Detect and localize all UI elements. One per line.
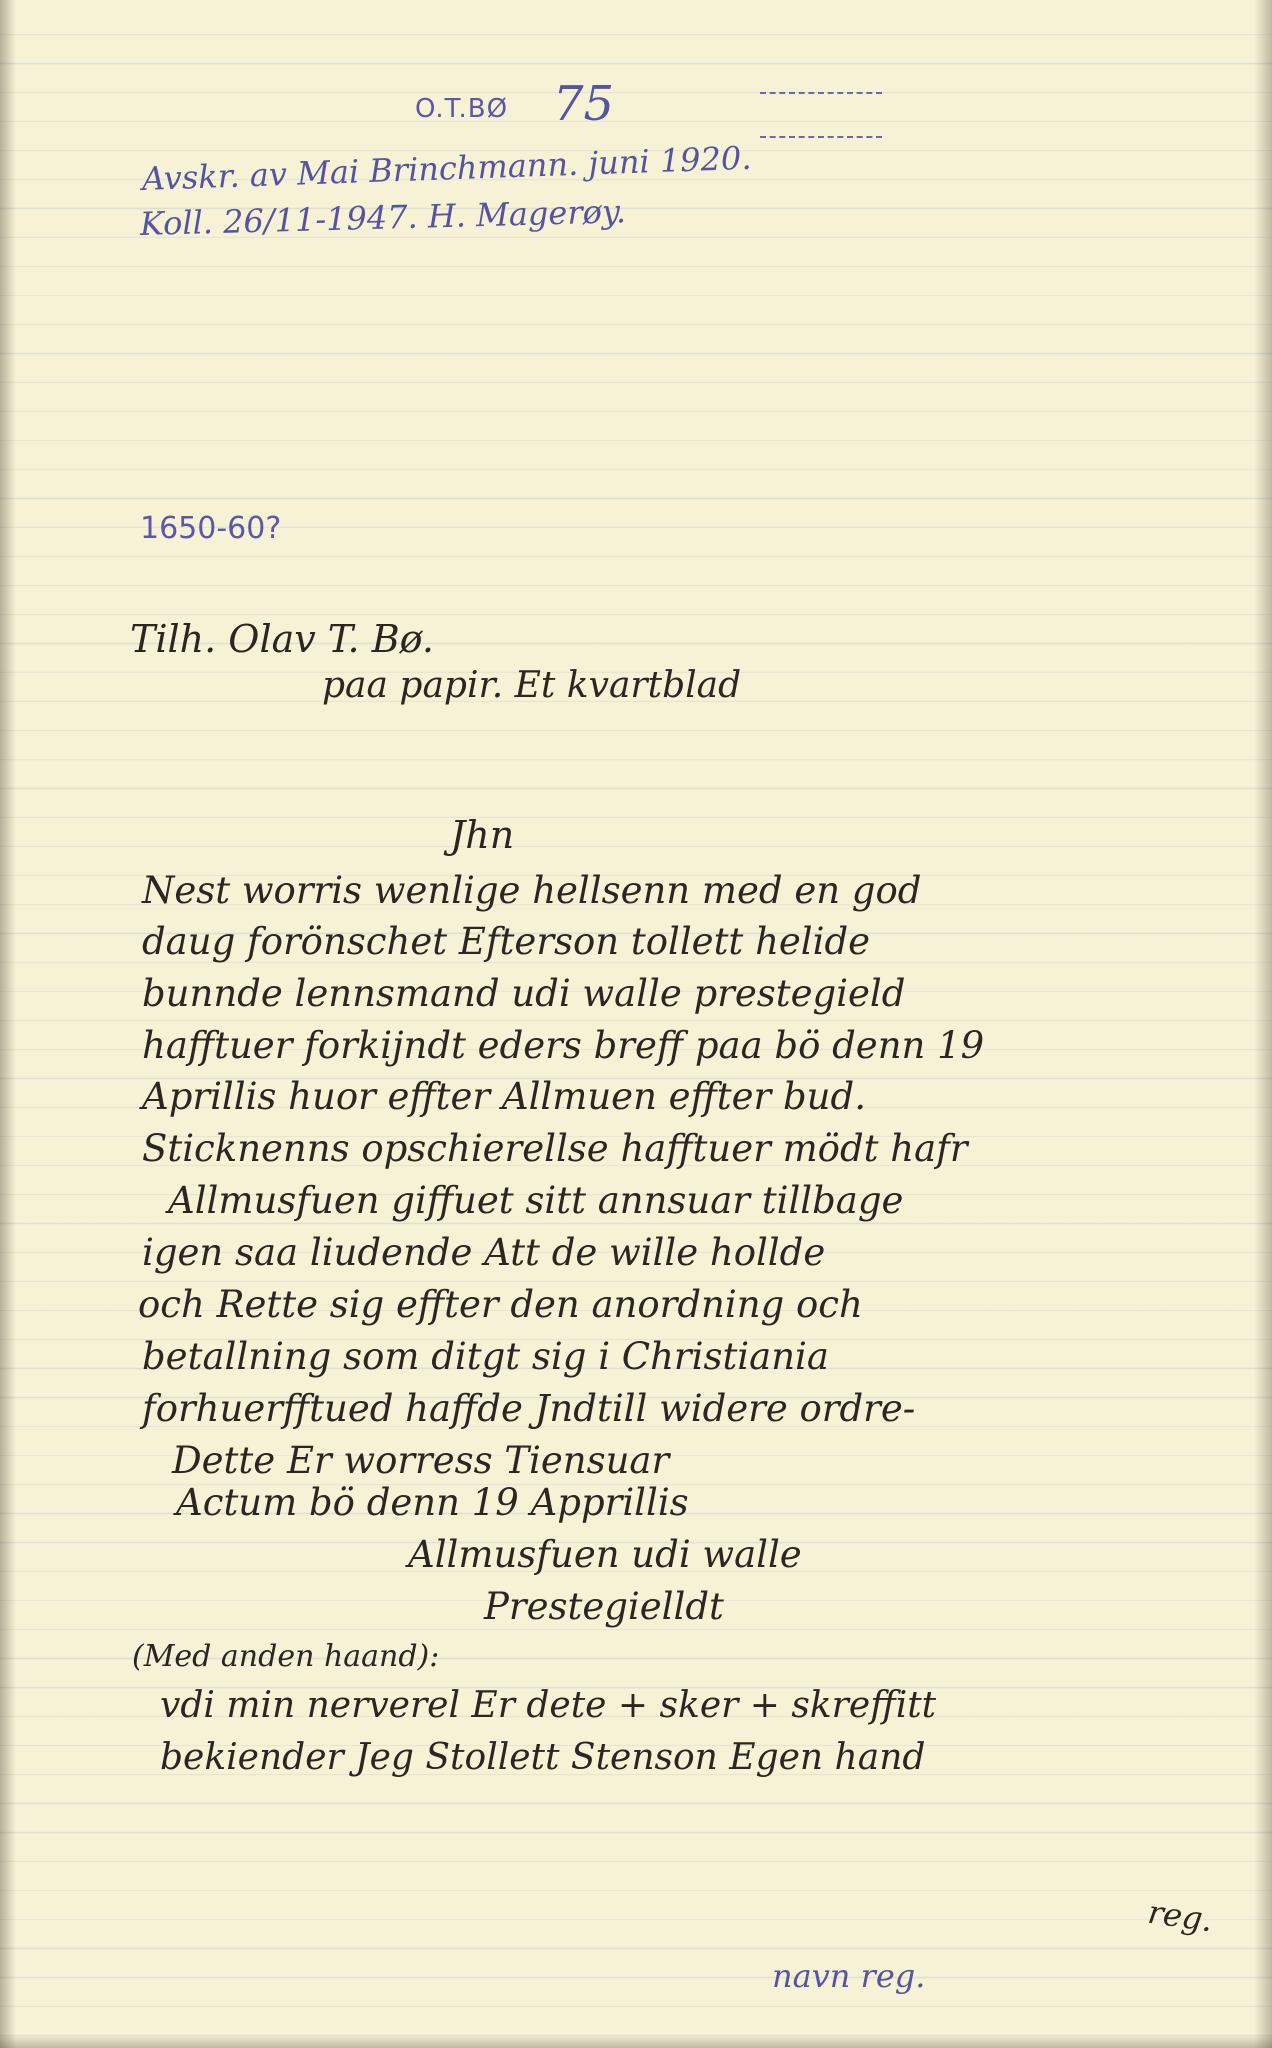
closing-line: bekiender Jeg Stollett Stenson Egen hand <box>160 1737 926 1778</box>
letter-salutation: Jhn <box>450 813 515 857</box>
collation-note: Koll. 26/11-1947. H. Magerøy. <box>139 192 627 243</box>
letter-line: hafftuer forkijndt eders breff paa bö denn 19 <box>142 1024 985 1067</box>
letter-line: Sticknenns opschierellse hafftuer mödt hafr <box>142 1127 968 1170</box>
letter-line: Allmusfuen giffuet sitt annsuar tillbage <box>168 1179 904 1222</box>
closing-line: vdi min nerverel Er dete + sker + skreffitt <box>160 1685 937 1726</box>
letter-line: och Rette sig effter den anordning och <box>138 1283 863 1326</box>
letter-line: Aprillis huor effter Allmuen effter bud. <box>142 1075 866 1118</box>
letter-line: forhuerfftued haffde Jndtill widere ordre- <box>142 1387 916 1430</box>
letter-sender-line: Allmusfuen udi walle <box>408 1533 802 1576</box>
other-hand-note: (Med anden haand): <box>132 1639 440 1674</box>
letter-date-line: Actum bö denn 19 Apprillis <box>176 1481 689 1524</box>
letter-sender-line: Prestegielldt <box>484 1585 724 1628</box>
archive-stamp-code: O.T.BØ <box>415 94 509 124</box>
letter-line: betallning som ditgt sig i Christiania <box>142 1335 829 1378</box>
material-line: paa papir. Et kvartblad <box>322 665 742 706</box>
letter-line: bunnde lennsmand udi walle prestegield <box>142 972 906 1015</box>
date-estimate: 1650-60? <box>140 511 282 546</box>
stamp-dashed-line-top <box>760 92 882 94</box>
letter-line: Nest worris wenlige hellsenn med en god <box>142 869 922 912</box>
letter-line: daug forönschet Efterson tollett helide <box>142 920 871 963</box>
letter-line: igen saa liudende Att de wille hollde <box>142 1231 826 1274</box>
stamp-dashed-line-bottom <box>760 136 882 138</box>
letter-line: Dette Er worress Tiensuar <box>172 1439 670 1482</box>
page-right-edge-shadow <box>1254 0 1272 2048</box>
transcription-note: Avskr. av Mai Brinchmann. juni 1920. <box>141 138 753 198</box>
page-left-edge-shadow <box>0 0 16 2048</box>
page-bottom-edge-shadow <box>0 2034 1272 2048</box>
reg-mark: reg. <box>1145 1892 1216 1940</box>
archive-number: 75 <box>553 76 615 132</box>
register-note: navn reg. <box>772 1957 926 1995</box>
owner-line: Tilh. Olav T. Bø. <box>130 617 434 661</box>
